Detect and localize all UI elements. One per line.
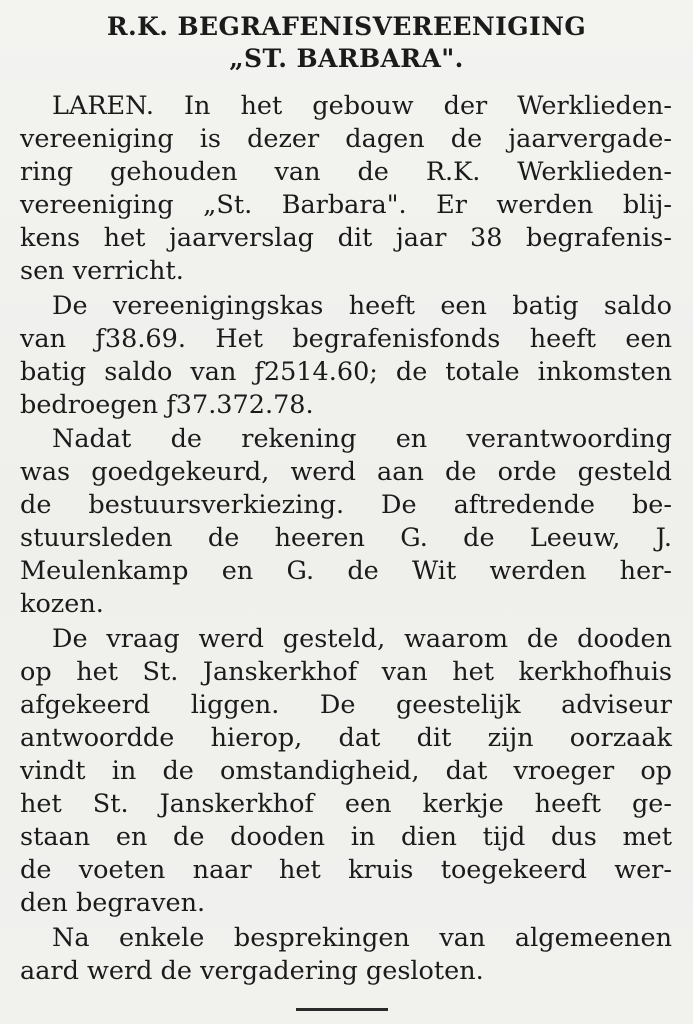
paragraph-4-line-2: op het St. Janskerkhof van het kerkhofhuis [20, 657, 672, 687]
paragraph-3-line-2: was goedgekeurd, werd aan de orde gesteld [20, 457, 672, 487]
paragraph-4-line-8: de voeten naar het kruis toegekeerd wer- [20, 855, 672, 885]
paragraph-3-line-5: Meulenkamp en G. de Wit werden her- [20, 556, 672, 586]
paragraph-4-line-9: den begraven. [20, 888, 206, 918]
paragraph-4-line-4: antwoordde hierop, dat dit zijn oorzaak [20, 723, 672, 753]
paragraph-1-line-5: kens het jaarverslag dit jaar 38 begrafenis- [20, 223, 672, 253]
paragraph-2-line-2: van ƒ38.69. Het begrafenisfonds heeft een [20, 324, 672, 354]
paragraph-4-line-6: het St. Janskerkhof een kerkje heeft ge- [20, 789, 672, 819]
paragraph-4-line-7: staan en de dooden in dien tijd dus met [20, 822, 672, 852]
paragraph-1-line-1: LAREN. In het gebouw der Werklieden- [52, 91, 672, 121]
headline-line-1: R.K. BEGRAFENISVEREENIGING [106, 12, 587, 41]
paragraph-1-line-3: ring gehouden van de R.K. Werklieden- [20, 157, 672, 187]
headline-line-2: „ST. BARBARA". [229, 44, 464, 73]
paragraph-2-line-4: bedroegen ƒ37.372.78. [20, 390, 314, 420]
paragraph-5-line-2: aard werd de vergadering gesloten. [20, 956, 484, 986]
paragraph-2-line-3: batig saldo van ƒ2514.60; de totale inkomsten [20, 357, 672, 387]
end-rule [296, 1008, 388, 1011]
paragraph-4-line-1: De vraag werd gesteld, waarom de dooden [52, 624, 672, 654]
paragraph-4-line-5: vindt in de omstandigheid, dat vroeger op [20, 756, 672, 786]
paragraph-1-line-2: vereeniging is dezer dagen de jaarvergade- [20, 124, 672, 154]
paragraph-3-line-4: stuursleden de heeren G. de Leeuw, J. [20, 523, 672, 553]
paragraph-3-line-1: Nadat de rekening en verantwoording [52, 424, 672, 454]
paragraph-1-line-4: vereeniging „St. Barbara". Er werden blij- [20, 190, 672, 220]
paragraph-5-line-1: Na enkele besprekingen van algemeenen [52, 923, 672, 953]
paragraph-4-line-3: afgekeerd liggen. De geestelijk adviseur [20, 690, 672, 720]
paragraph-3-line-6: kozen. [20, 589, 104, 619]
paragraph-3-line-3: de bestuursverkiezing. De aftredende be- [20, 490, 672, 520]
paragraph-1-line-6: sen verricht. [20, 256, 184, 286]
paragraph-2-line-1: De vereenigingskas heeft een batig saldo [52, 291, 672, 321]
